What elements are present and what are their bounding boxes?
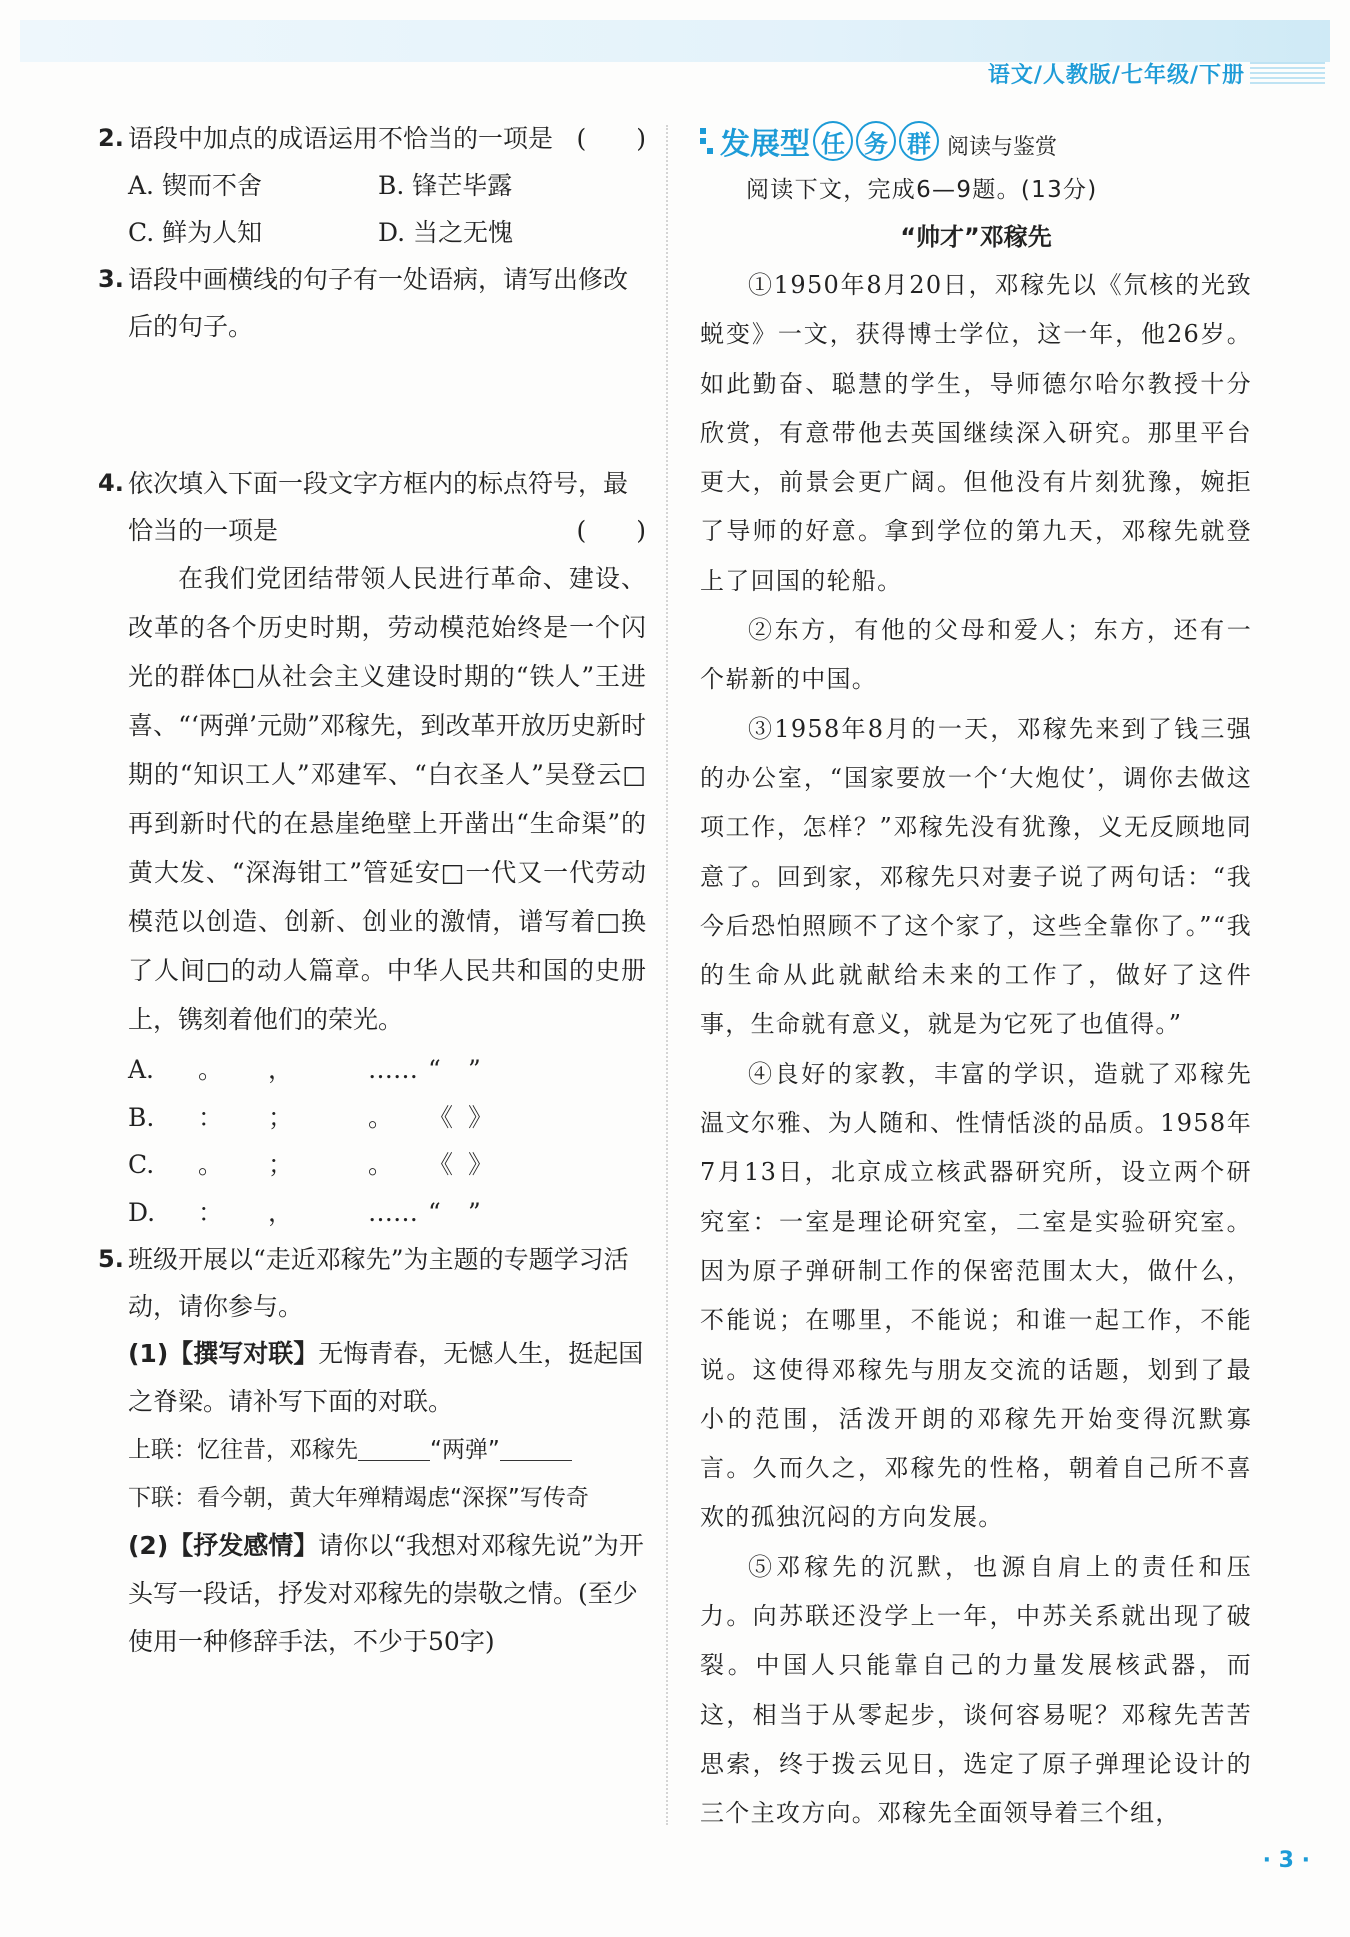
section-subtitle: 阅读与鉴赏 — [947, 134, 1058, 160]
article-paragraph-2: ②东方，有他的父母和爱人；东方，还有一个崭新的中国。 — [700, 616, 1252, 694]
option-a[interactable]: A. 锲而不舍 — [128, 171, 262, 200]
question-2-options — [98, 162, 646, 256]
header-band — [20, 20, 1330, 62]
column-divider — [666, 125, 668, 1825]
answer-space-q3[interactable] — [98, 350, 646, 450]
blank-2[interactable] — [500, 1440, 572, 1461]
emotion-task — [98, 1522, 646, 1666]
question-3 — [98, 256, 646, 350]
section-title: 发展型 — [720, 127, 810, 162]
book-series-tag: 语文/人教版/七年级/下册 — [987, 63, 1245, 88]
option-c[interactable]: C. 鲜为人知 — [128, 218, 263, 247]
couplet-task — [98, 1330, 646, 1426]
task-label: (1)【撰写对联】 — [128, 1339, 319, 1368]
answer-bracket: ( ) — [576, 124, 646, 153]
reading-instruction: 阅读下文，完成6—9题。(13分) — [746, 177, 1098, 203]
option-row-c[interactable]: C. 。 ； 。 《 》 — [128, 1150, 494, 1179]
right-column — [700, 115, 1252, 1839]
task-label: (2)【抒发感情】 — [128, 1531, 319, 1560]
question-text: 依次填入下面一段文字方框内的标点符号，最恰当的一项是 — [128, 469, 629, 545]
section-marker-icon — [700, 124, 720, 158]
page-number: · 3 · — [1262, 1848, 1310, 1873]
question-number: 3. — [98, 265, 124, 293]
section-heading — [700, 115, 1252, 167]
left-column — [98, 115, 646, 1666]
upper-couplet: 上联：忆往昔，邓稼先 “两弹” — [98, 1426, 646, 1474]
article-paragraph-1: ①1950年8月20日，邓稼先以《氘核的光致蜕变》一文，获得博士学位，这一年，他26岁。如此勤奋、聪慧的学生，导师德尔哈尔教授十分欣赏，有意带他去英国继续深入研究。那里平台更大，前景会更广阔。但他没有片刻犹豫，婉拒了导师的好意。拿到学位的第九天，邓稼先就登上了回国的轮船。 — [700, 271, 1252, 595]
circled-char: 群 — [899, 121, 939, 161]
option-row-b[interactable]: B. ： ； 。 《 》 — [128, 1102, 494, 1132]
question-4-options — [98, 1046, 646, 1236]
lower-couplet: 下联：看今朝，黄大年殚精竭虑“深探”写传奇 — [128, 1485, 589, 1511]
article-paragraph-5: ⑤邓稼先的沉默，也源自肩上的责任和压力。向苏联还没学上一年，中苏关系就出现了破裂。中国人只能靠自己的力量发展核武器，而这，相当于从零起步，谈何容易呢？邓稼先苦苦思索，终于拨云见日，选定了原子弹理论设计的三个主攻方向。邓稼先全面领导着三个组， — [700, 1552, 1252, 1828]
blank-1[interactable] — [358, 1440, 430, 1461]
circled-char: 务 — [856, 121, 896, 161]
question-number: 2. — [98, 124, 124, 152]
question-4 — [98, 460, 646, 554]
question-text: 语段中画横线的句子有一处语病，请写出修改后的句子。 — [128, 265, 629, 341]
article-paragraph-4: ④良好的家教，丰富的学识，造就了邓稼先温文尔雅、为人随和、性情恬淡的品质。1958年7月13日，北京成立核武器研究所，设立两个研究室：一室是理论研究室，二室是实验研究室。因为原子弹研制工作的保密范围太大，做什么，不能说；在哪里，不能说；和谁一起工作，不能说。这使得邓稼先与朋友交流的话题，划到了最小的范围，活泼开朗的邓稼先开始变得沉默寡言。久而久之，邓稼先的性格，朝着自己所不喜欢的孤独沉闷的方向发展。 — [700, 1059, 1252, 1532]
question-text: 班级开展以“走近邓稼先”为主题的专题学习活动，请你参与。 — [128, 1245, 629, 1321]
option-row-d[interactable]: D. ： ， …… “ ” — [128, 1197, 481, 1227]
question-2 — [98, 115, 646, 162]
question-4-passage: 在我们党团结带领人民进行革命、建设、改革的各个历史时期，劳动模范始终是一个闪光的群体□从社会主义建设时期的“铁人”王进喜、“‘两弹’元勋”邓稼先，到改革开放历史新时期的“知识工人”邓建军、“白衣圣人”吴登云□再到新时代的在悬崖绝壁上开凿出“生命渠”的黄大发、“深海钳工”管延安□一代又一代劳动模范以创造、创新、创业的激情，谱写着□换了人间□的动人篇章。中华人民共和国的史册上，镌刻着他们的荣光。 — [128, 564, 646, 1034]
question-number: 4. — [98, 469, 124, 497]
option-b[interactable]: B. 锋芒毕露 — [378, 171, 513, 200]
header-stripes — [1250, 62, 1325, 84]
article-title: “帅才”邓稼先 — [900, 223, 1052, 251]
option-d[interactable]: D. 当之无愧 — [378, 218, 514, 247]
answer-bracket: ( ) — [576, 516, 646, 545]
question-number: 5. — [98, 1245, 124, 1273]
article-paragraph-3: ③1958年8月的一天，邓稼先来到了钱三强的办公室，“国家要放一个‘大炮仗’，调你去做这项工作，怎样？”邓稼先没有犹豫，义无反顾地同意了。回到家，邓稼先只对妻子说了两句话：“我今后恐怕照顾不了这个家了，这些全靠你了。”“我的生命从此就献给未来的工作了，做好了这件事，生命就有意义，就是为它死了也值得。” — [700, 714, 1252, 1039]
question-5 — [98, 1236, 646, 1330]
task-text: 无悔青春，无憾人生，挺起国之脊梁。请补写下面的对联。 — [128, 1339, 644, 1416]
question-text: 语段中加点的成语运用不恰当的一项是 — [128, 124, 554, 153]
option-row-a[interactable]: A. 。 ， …… “ ” — [128, 1055, 481, 1084]
circled-char: 任 — [813, 121, 853, 161]
task-text: 请你以“我想对邓稼先说”为开头写一段话，抒发对邓稼先的崇敬之情。(至少使用一种修辞手法，不少于50字) — [128, 1531, 644, 1656]
